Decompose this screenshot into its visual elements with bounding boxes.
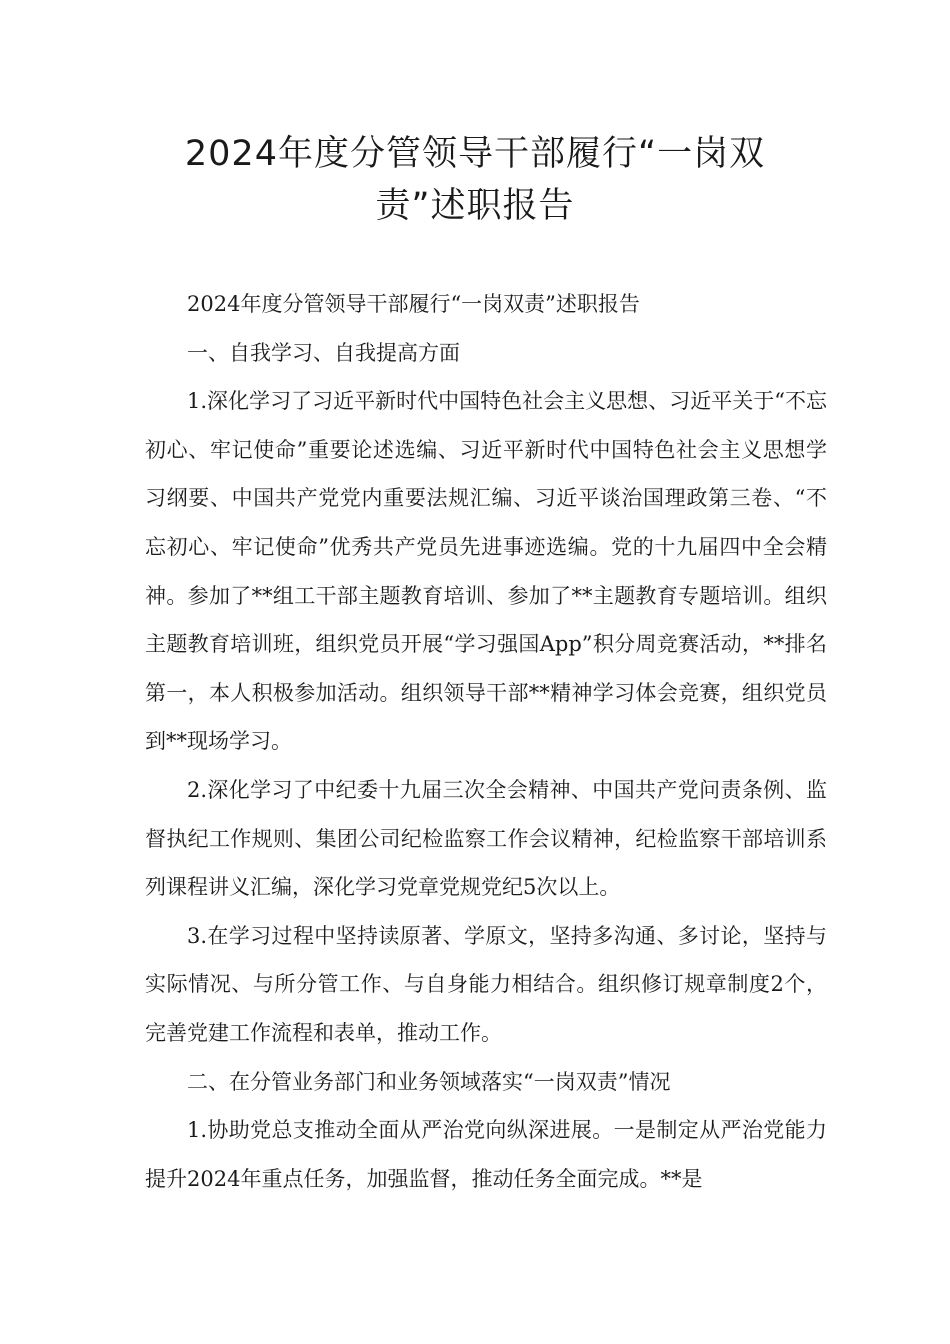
title-line-1: 2024年度分管领导干部履行“一岗双 [184,134,766,174]
section-heading-2: 二、在分管业务部门和业务领域落实“一岗双责”情况 [187,1069,671,1094]
title-line-2: 责”述职报告 [375,186,575,226]
paragraph-item-3: 3.在学习过程中坚持读原著、学原文，坚持多沟通、多讨论，坚持与实际情况、与所分管工作、与自身能力相结合。组织修订规章制度2个，完善党建工作流程和表单，推动工作。 [145,923,827,1045]
paragraph-item-2: 2.深化学习了中纪委十九届三次全会精神、中国共产党问责条例、监督执纪工作规则、集团公司纪检监察工作会议精神，纪检监察干部培训系列课程讲义汇编，深化学习党章党规党纪5次以上。 [145,777,827,900]
subtitle-paragraph: 2024年度分管领导干部履行“一岗双责”述职报告 [187,292,640,316]
section-heading-1: 一、自我学习、自我提高方面 [187,340,460,365]
document-title [120,128,830,232]
paragraph-section2-item-1: 1.协助党总支推动全面从严治党向纵深进展。一是制定从严治党能力提升2024年重点任务，加强监督，推动任务全面完成。**是 [145,1118,827,1191]
document-body [145,280,827,1203]
paragraph-item-1: 1.深化学习了习近平新时代中国特色社会主义思想、习近平关于“不忘初心、牢记使命”重要论述选编、习近平新时代中国特色社会主义思想学习纲要、中国共产党党内重要法规汇编、习近平谈治国理政第三卷、“不忘初心、牢记使命”优秀共产党员先进事迹选编。党的十九届四中全会精神。参加了**组工干部主题教育培训、参加了**主题教育专题培训。组织主题教育培训班，组织党员开展“学习强国App”积分周竞赛活动，**排名第一，本人积极参加活动。组织领导干部**精神学习体会竞赛，组织党员到**现场学习。 [145,389,827,754]
